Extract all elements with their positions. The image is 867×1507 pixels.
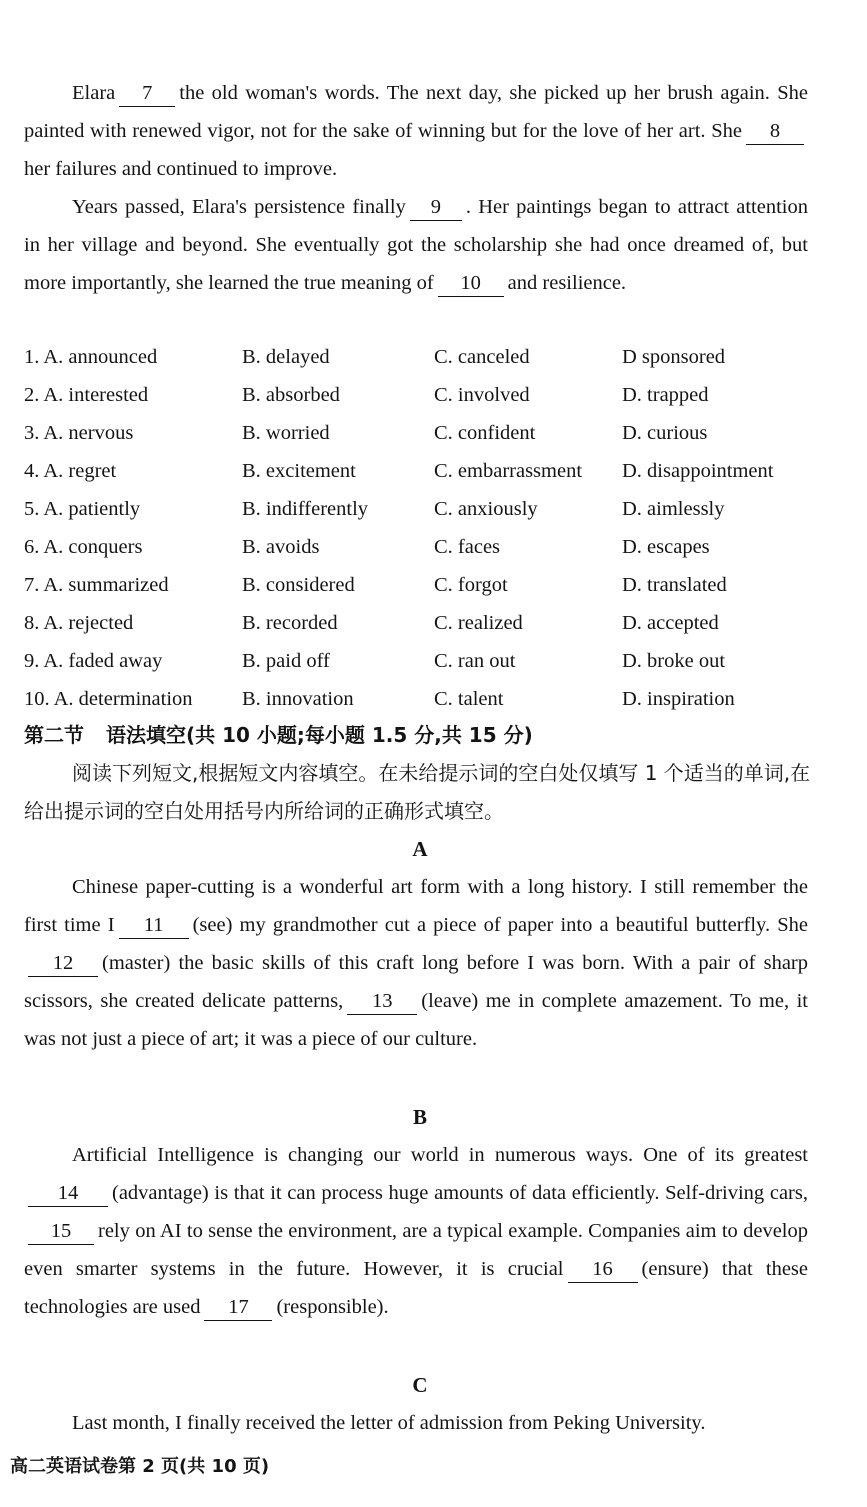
options-row: [24, 680, 824, 718]
option-d: D. escapes: [622, 536, 710, 558]
options-row: [24, 604, 824, 642]
option-d: D. inspiration: [622, 688, 735, 710]
option-a: 5. A. patiently: [24, 498, 141, 520]
passage-c-label: C: [412, 1373, 428, 1397]
option-d: D. translated: [622, 574, 727, 596]
option-a: 7. A. summarized: [24, 574, 169, 596]
section-heading: [24, 716, 533, 754]
passage-text: Chinese paper-cutting is a wonderful art form with a long history. I still remember the first time I: [24, 876, 808, 936]
page-footer: 高二英语试卷第 2 页(共 10 页): [10, 1456, 270, 1477]
options-row: [24, 528, 824, 566]
option-a: 2. A. interested: [24, 384, 149, 406]
passage-a-label: A: [412, 837, 428, 861]
section-instruction: [24, 754, 814, 830]
section-label: 第二节: [24, 723, 84, 747]
options-row: [24, 376, 824, 414]
option-c: C. forgot: [434, 574, 508, 596]
blank-10: 10: [438, 270, 504, 297]
blank-16: 16: [568, 1256, 638, 1283]
options-row: [24, 338, 824, 376]
cloze-text: her failures and continued to improve.: [24, 158, 338, 180]
passage-text: rely on AI to sense the environment, are a typical example. Companies aim to develop even smarter systems in the future. However, it is crucial: [24, 1220, 808, 1280]
passage-text: (responsible).: [276, 1296, 389, 1318]
option-a: 4. A. regret: [24, 460, 117, 482]
cloze-paragraph-1: [24, 74, 808, 188]
option-d: D. disappointment: [622, 460, 774, 482]
option-b: B. worried: [242, 422, 330, 444]
cloze-text: Years passed, Elara's persistence finally: [72, 196, 406, 218]
options-row: [24, 414, 824, 452]
option-d: D. aimlessly: [622, 498, 725, 520]
options-row: [24, 490, 824, 528]
section-title: 语法填空(共 10 小题;每小题 1.5 分,共 15 分): [106, 723, 533, 747]
passage-b: [24, 1136, 808, 1326]
passage-text: (ensure) that these technologies are used: [24, 1258, 808, 1318]
option-c: C. anxiously: [434, 498, 538, 520]
option-a: 8. A. rejected: [24, 612, 134, 634]
blank-12: 12: [28, 950, 98, 977]
option-d: D sponsored: [622, 346, 726, 368]
options-row: [24, 566, 824, 604]
option-b: B. recorded: [242, 612, 338, 634]
cloze-text: and resilience.: [507, 272, 627, 294]
option-c: C. embarrassment: [434, 460, 583, 482]
blank-8: 8: [746, 118, 804, 145]
blank-9: 9: [410, 194, 462, 221]
passage-a: [24, 868, 808, 1058]
option-c: C. talent: [434, 688, 504, 710]
blank-13: 13: [347, 988, 417, 1015]
option-a: 3. A. nervous: [24, 422, 134, 444]
option-c: C. ran out: [434, 650, 516, 672]
option-b: B. delayed: [242, 346, 330, 368]
option-b: B. considered: [242, 574, 355, 596]
cloze-text: Elara: [72, 82, 116, 104]
option-c: C. realized: [434, 612, 523, 634]
options-row: [24, 452, 824, 490]
passage-text: (leave) me in complete amazement. To me, it was not just a piece of art; it was a piece of our culture.: [24, 990, 808, 1050]
option-b: B. excitement: [242, 460, 356, 482]
option-a: 1. A. announced: [24, 346, 158, 368]
options-table: [24, 338, 824, 718]
option-b: B. avoids: [242, 536, 320, 558]
passage-text: (advantage) is that it can process huge amounts of data efficiently. Self-driving cars,: [112, 1182, 808, 1204]
option-b: B. indifferently: [242, 498, 369, 520]
passage-text: Last month, I finally received the letter of admission from Peking University.: [72, 1412, 706, 1434]
cloze-text: . Her paintings began to attract attention in her village and beyond. She eventually got the scholarship she had once dreamed of, but more importantly, she learned the true meaning of: [24, 196, 808, 294]
passage-c: [24, 1404, 808, 1442]
option-c: C. involved: [434, 384, 530, 406]
passage-text: Artificial Intelligence is changing our world in numerous ways. One of its greatest: [72, 1144, 808, 1166]
cloze-paragraph-2: [24, 188, 808, 302]
option-d: D. curious: [622, 422, 708, 444]
blank-17: 17: [204, 1294, 272, 1321]
blank-7: 7: [119, 80, 175, 107]
blank-14: 14: [28, 1180, 108, 1207]
option-d: D. trapped: [622, 384, 709, 406]
option-a: 9. A. faded away: [24, 650, 163, 672]
passage-text: (master) the basic skills of this craft long before I was born. With a pair of sharp scissors, she created delicate patterns,: [24, 952, 808, 1012]
cloze-text: the old woman's words. The next day, she picked up her brush again. She painted with renewed vigor, not for the sake of winning but for the love of her art. She: [24, 82, 808, 142]
blank-11: 11: [119, 912, 189, 939]
passage-text: (see) my grandmother cut a piece of paper into a beautiful butterfly. She: [192, 914, 808, 936]
option-a: 10. A. determination: [24, 688, 193, 710]
option-b: B. innovation: [242, 688, 354, 710]
option-c: C. confident: [434, 422, 536, 444]
option-d: D. broke out: [622, 650, 726, 672]
option-b: B. absorbed: [242, 384, 340, 406]
option-b: B. paid off: [242, 650, 330, 672]
option-c: C. faces: [434, 536, 501, 558]
passage-b-label: B: [412, 1105, 427, 1129]
options-row: [24, 642, 824, 680]
option-c: C. canceled: [434, 346, 530, 368]
option-a: 6. A. conquers: [24, 536, 143, 558]
blank-15: 15: [28, 1218, 94, 1245]
instruction-text: 阅读下列短文,根据短文内容填空。在未给提示词的空白处仅填写 1 个适当的单词,在给出提示词的空白处用括号内所给词的正确形式填空。: [24, 761, 811, 823]
option-d: D. accepted: [622, 612, 719, 634]
